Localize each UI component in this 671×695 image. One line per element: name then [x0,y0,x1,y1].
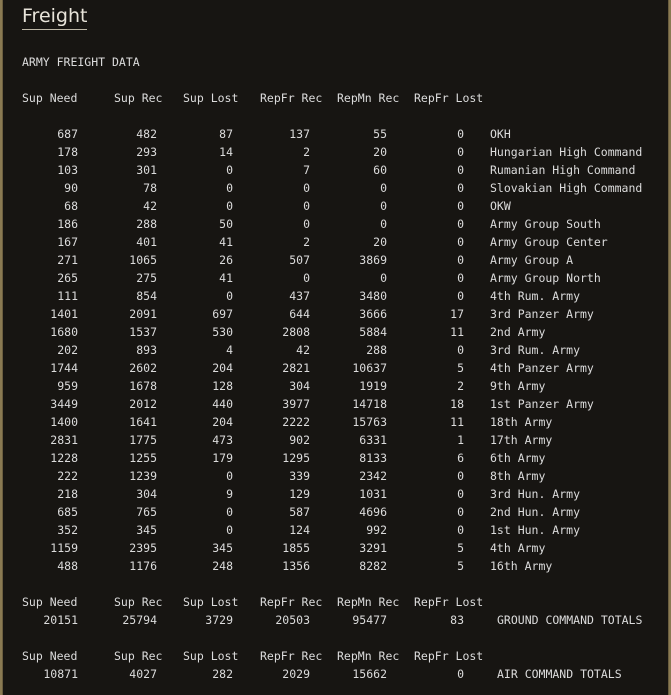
row-unit-name: Army Group A [490,253,574,267]
cell-repfr-rec: 7 [303,163,310,177]
cell-sup-lost: 204 [212,361,233,375]
cell-repfr-lost: 17 [450,307,464,321]
cell-sup-rec: 1537 [129,325,157,339]
column-header-repfr-rec: RepFr Rec [260,91,323,105]
cell-repfr-lost: 2 [457,379,464,393]
cell-sup-lost: 0 [226,181,233,195]
row-unit-name: 3rd Rum. Army [490,343,581,357]
cell-repfr-lost: 0 [457,469,464,483]
cell-sup-rec: 288 [136,217,157,231]
cell-sup-need: 3449 [50,397,78,411]
row-unit-name: 9th Army [490,379,546,393]
column-header-repmn-rec-air: RepMn Rec [337,649,400,663]
ground-total-repfr-rec: 20503 [275,613,310,627]
cell-sup-need: 202 [57,343,78,357]
cell-sup-rec: 301 [136,163,157,177]
cell-sup-rec: 345 [136,523,157,537]
cell-repfr-rec: 507 [289,253,310,267]
column-header-sup-lost-air: Sup Lost [183,649,239,663]
cell-sup-need: 167 [57,235,78,249]
cell-repfr-rec: 0 [303,199,310,213]
cell-repfr-rec: 1356 [282,559,310,573]
ground-total-repmn-rec: 95477 [352,613,387,627]
cell-sup-rec: 1641 [129,415,157,429]
cell-sup-need: 271 [57,253,78,267]
cell-sup-lost: 87 [219,127,233,141]
cell-repfr-rec: 0 [303,217,310,231]
ground-total-repfr-lost: 83 [450,613,464,627]
cell-sup-rec: 1678 [129,379,157,393]
cell-repmn-rec: 20 [373,235,387,249]
cell-sup-lost: 345 [212,541,233,555]
cell-repfr-rec: 437 [289,289,310,303]
cell-sup-rec: 1065 [129,253,157,267]
cell-sup-lost: 0 [226,505,233,519]
cell-sup-need: 1159 [50,541,78,555]
cell-repfr-rec: 339 [289,469,310,483]
cell-repfr-rec: 1855 [282,541,310,555]
column-header-repfr-lost-air: RepFr Lost [414,649,484,663]
cell-sup-need: 111 [57,289,78,303]
cell-repfr-lost: 0 [457,163,464,177]
cell-sup-rec: 1176 [129,559,157,573]
cell-repfr-rec: 304 [289,379,310,393]
cell-sup-need: 265 [57,271,78,285]
row-unit-name: 1st Hun. Army [490,523,581,537]
section-title: ARMY FREIGHT DATA [22,55,140,69]
row-unit-name: Army Group South [490,217,601,231]
cell-sup-lost: 248 [212,559,233,573]
cell-repmn-rec: 14718 [352,397,387,411]
column-header-sup-lost: Sup Lost [183,91,239,105]
cell-sup-need: 1228 [50,451,78,465]
row-unit-name: Army Group North [490,271,601,285]
cell-repfr-lost: 0 [457,487,464,501]
cell-sup-lost: 9 [226,487,233,501]
ground-totals-label: GROUND COMMAND TOTALS [497,613,643,627]
cell-repmn-rec: 3480 [359,289,387,303]
cell-repmn-rec: 3291 [359,541,387,555]
cell-sup-rec: 2602 [129,361,157,375]
cell-repmn-rec: 6331 [359,433,387,447]
cell-repfr-rec: 0 [303,181,310,195]
cell-sup-need: 352 [57,523,78,537]
cell-repfr-rec: 2222 [282,415,310,429]
row-unit-name: Rumanian High Command [490,163,636,177]
cell-repfr-rec: 42 [296,343,310,357]
cell-sup-need: 222 [57,469,78,483]
cell-sup-need: 1401 [50,307,78,321]
cell-repfr-lost: 0 [457,181,464,195]
cell-repfr-lost: 5 [457,559,464,573]
row-unit-name: Slovakian High Command [490,181,643,195]
cell-sup-lost: 4 [226,343,233,357]
cell-sup-lost: 440 [212,397,233,411]
cell-sup-need: 685 [57,505,78,519]
cell-sup-rec: 304 [136,487,157,501]
freight-window [2,0,669,695]
cell-repfr-rec: 137 [289,127,310,141]
cell-repmn-rec: 3666 [359,307,387,321]
cell-sup-need: 68 [64,199,78,213]
cell-repfr-rec: 2821 [282,361,310,375]
column-header-repfr-lost-ground: RepFr Lost [414,595,484,609]
cell-sup-lost: 204 [212,415,233,429]
cell-repfr-rec: 1295 [282,451,310,465]
cell-repfr-rec: 587 [289,505,310,519]
cell-sup-lost: 0 [226,469,233,483]
cell-sup-lost: 41 [219,271,233,285]
cell-repmn-rec: 55 [373,127,387,141]
cell-repmn-rec: 0 [380,217,387,231]
column-header-repmn-rec-ground: RepMn Rec [337,595,400,609]
ground-total-sup-need: 20151 [43,613,78,627]
column-header-sup-rec-air: Sup Rec [114,649,163,663]
cell-repfr-lost: 0 [457,199,464,213]
cell-sup-lost: 0 [226,199,233,213]
cell-sup-need: 2831 [50,433,78,447]
column-header-sup-rec: Sup Rec [114,91,163,105]
column-header-sup-need-air: Sup Need [22,649,78,663]
row-unit-name: 1st Panzer Army [490,397,594,411]
cell-repfr-lost: 0 [457,217,464,231]
cell-repfr-rec: 2 [303,145,310,159]
cell-sup-lost: 26 [219,253,233,267]
cell-repmn-rec: 1919 [359,379,387,393]
cell-sup-rec: 293 [136,145,157,159]
cell-sup-need: 186 [57,217,78,231]
cell-sup-need: 178 [57,145,78,159]
column-header-sup-rec-ground: Sup Rec [114,595,163,609]
row-unit-name: OKH [490,127,511,141]
cell-sup-rec: 854 [136,289,157,303]
cell-sup-lost: 0 [226,163,233,177]
column-header-sup-lost-ground: Sup Lost [183,595,239,609]
cell-repfr-lost: 6 [457,451,464,465]
cell-repmn-rec: 4696 [359,505,387,519]
cell-repmn-rec: 2342 [359,469,387,483]
cell-repfr-lost: 5 [457,361,464,375]
cell-repfr-lost: 0 [457,289,464,303]
cell-sup-lost: 128 [212,379,233,393]
ground-total-sup-lost: 3729 [205,613,233,627]
ground-total-sup-rec: 25794 [122,613,157,627]
column-header-repfr-rec-ground: RepFr Rec [260,595,323,609]
cell-repmn-rec: 15763 [352,415,387,429]
cell-repmn-rec: 0 [380,199,387,213]
cell-sup-rec: 2012 [129,397,157,411]
column-header-repfr-rec-air: RepFr Rec [260,649,323,663]
row-unit-name: 8th Army [490,469,546,483]
cell-repfr-lost: 0 [457,505,464,519]
cell-repfr-lost: 0 [457,523,464,537]
cell-sup-rec: 893 [136,343,157,357]
cell-repmn-rec: 0 [380,271,387,285]
row-unit-name: 17th Army [490,433,553,447]
air-totals-label: AIR COMMAND TOTALS [497,667,622,681]
cell-repmn-rec: 992 [366,523,387,537]
row-unit-name: 4th Panzer Army [490,361,594,375]
row-unit-name: 3rd Hun. Army [490,487,581,501]
cell-repfr-rec: 3977 [282,397,310,411]
cell-sup-lost: 179 [212,451,233,465]
cell-repfr-rec: 902 [289,433,310,447]
cell-repfr-rec: 2808 [282,325,310,339]
cell-repmn-rec: 3869 [359,253,387,267]
row-unit-name: Hungarian High Command [490,145,643,159]
cell-sup-need: 218 [57,487,78,501]
cell-sup-lost: 0 [226,523,233,537]
cell-sup-lost: 473 [212,433,233,447]
cell-repmn-rec: 5884 [359,325,387,339]
cell-repfr-lost: 0 [457,343,464,357]
air-total-sup-need: 10871 [43,667,78,681]
cell-sup-lost: 50 [219,217,233,231]
row-unit-name: Army Group Center [490,235,608,249]
cell-sup-need: 488 [57,559,78,573]
cell-repfr-rec: 2 [303,235,310,249]
column-header-repmn-rec: RepMn Rec [337,91,400,105]
cell-sup-need: 1680 [50,325,78,339]
cell-sup-rec: 42 [143,199,157,213]
cell-sup-need: 687 [57,127,78,141]
cell-repmn-rec: 1031 [359,487,387,501]
cell-repfr-lost: 18 [450,397,464,411]
cell-sup-lost: 530 [212,325,233,339]
air-total-repfr-lost: 0 [457,667,464,681]
cell-repmn-rec: 60 [373,163,387,177]
cell-repfr-lost: 0 [457,235,464,249]
row-unit-name: 2nd Hun. Army [490,505,581,519]
cell-sup-lost: 697 [212,307,233,321]
cell-sup-rec: 275 [136,271,157,285]
cell-repmn-rec: 8282 [359,559,387,573]
column-header-sup-need: Sup Need [22,91,78,105]
cell-repmn-rec: 288 [366,343,387,357]
cell-sup-lost: 0 [226,289,233,303]
cell-sup-need: 1400 [50,415,78,429]
cell-repfr-lost: 11 [450,325,464,339]
window-title: Freight [22,4,87,30]
cell-repfr-lost: 1 [457,433,464,447]
cell-sup-rec: 1239 [129,469,157,483]
cell-repmn-rec: 0 [380,181,387,195]
cell-repfr-lost: 0 [457,253,464,267]
cell-sup-rec: 401 [136,235,157,249]
cell-sup-rec: 765 [136,505,157,519]
air-total-repfr-rec: 2029 [282,667,310,681]
cell-sup-need: 959 [57,379,78,393]
cell-repmn-rec: 10637 [352,361,387,375]
cell-repfr-rec: 129 [289,487,310,501]
cell-repmn-rec: 8133 [359,451,387,465]
column-header-sup-need-ground: Sup Need [22,595,78,609]
row-unit-name: 4th Rum. Army [490,289,581,303]
cell-sup-need: 90 [64,181,78,195]
row-unit-name: 2nd Army [490,325,546,339]
cell-sup-need: 1744 [50,361,78,375]
cell-repfr-lost: 5 [457,541,464,555]
row-unit-name: 3rd Panzer Army [490,307,594,321]
cell-sup-rec: 2091 [129,307,157,321]
cell-sup-lost: 41 [219,235,233,249]
air-total-sup-rec: 4027 [129,667,157,681]
cell-repfr-rec: 124 [289,523,310,537]
cell-sup-rec: 1255 [129,451,157,465]
cell-repfr-lost: 0 [457,271,464,285]
cell-sup-lost: 14 [219,145,233,159]
cell-repfr-lost: 11 [450,415,464,429]
cell-repfr-lost: 0 [457,127,464,141]
row-unit-name: 16th Army [490,559,553,573]
row-unit-name: 18th Army [490,415,553,429]
cell-sup-rec: 2395 [129,541,157,555]
cell-repfr-lost: 0 [457,145,464,159]
cell-repfr-rec: 0 [303,271,310,285]
column-header-repfr-lost: RepFr Lost [414,91,484,105]
row-unit-name: OKW [490,199,511,213]
cell-repmn-rec: 20 [373,145,387,159]
cell-sup-need: 103 [57,163,78,177]
cell-sup-rec: 1775 [129,433,157,447]
cell-sup-rec: 78 [143,181,157,195]
air-total-sup-lost: 282 [212,667,233,681]
cell-repfr-rec: 644 [289,307,310,321]
row-unit-name: 6th Army [490,451,546,465]
cell-sup-rec: 482 [136,127,157,141]
air-total-repmn-rec: 15662 [352,667,387,681]
row-unit-name: 4th Army [490,541,546,555]
